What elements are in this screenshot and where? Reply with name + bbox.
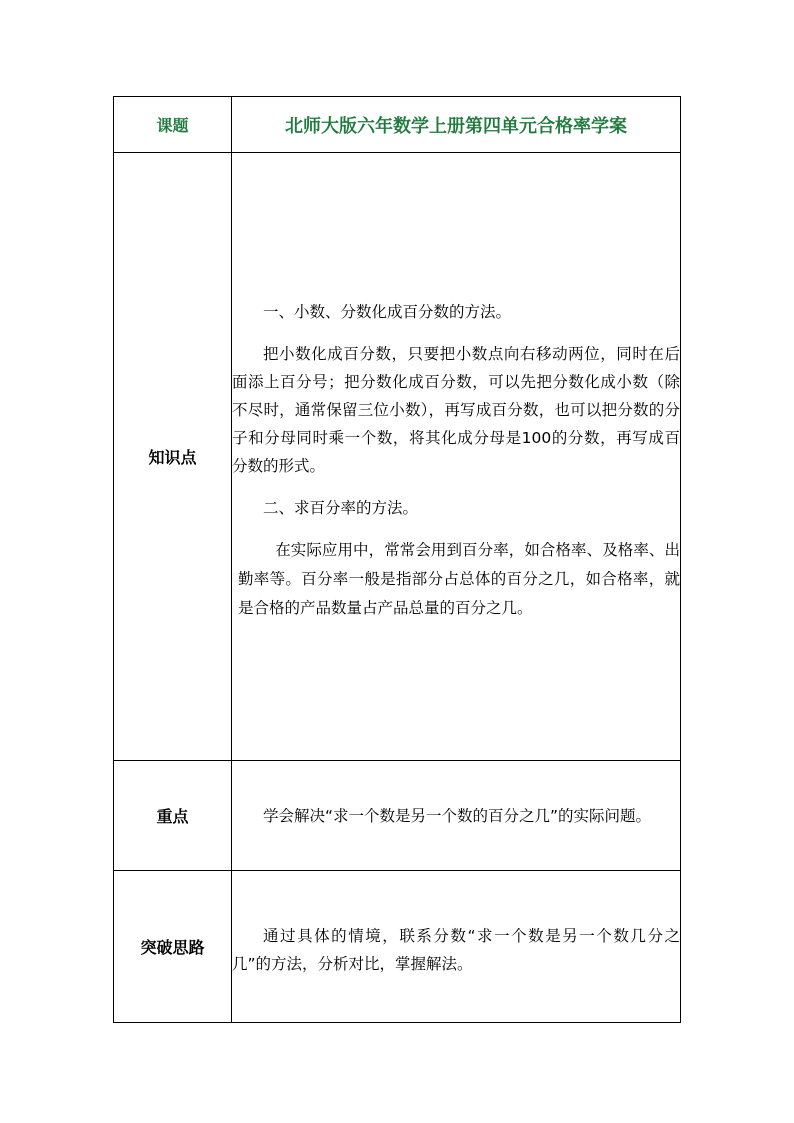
key-point-text: 学会解决“求一个数是另一个数的百分之几”的实际问题。 [263, 806, 652, 825]
knowledge-paragraph-1: 把小数化成百分数，只要把小数点向右移动两位，同时在后面添上百分号；把分数化成百分数，可以先把分数化成小数（除不尽时，通常保留三位小数），再写成百分数，也可以把分数的分子和分母同时乘一个数，将其化成分母是100的分数，再写成百分数的形式。 [232, 345, 680, 475]
approach-content [232, 871, 681, 1023]
topic-label: 课题 [114, 97, 232, 153]
knowledge-heading-1: 一、小数、分数化成百分数的方法。 [263, 303, 512, 321]
lesson-plan-table [113, 96, 681, 1023]
knowledge-label: 知识点 [114, 153, 232, 761]
title-row [114, 97, 681, 153]
knowledge-heading-2: 二、求百分率的方法。 [263, 499, 419, 517]
approach-text: 通过具体的情境，联系分数“求一个数是另一个数几分之几”的方法，分析对比，掌握解法。 [232, 926, 680, 973]
knowledge-paragraph-2: 在实际应用中，常常会用到百分率，如合格率、及格率、出勤率等。百分率一般是指部分占总体的百分之几，如合格率，就是合格的产品数量占产品总量的百分之几。 [238, 541, 680, 617]
knowledge-row [114, 153, 681, 761]
lesson-title: 北师大版六年数学上册第四单元合格率学案 [232, 97, 681, 153]
approach-row [114, 871, 681, 1023]
key-point-row [114, 761, 681, 871]
approach-label: 突破思路 [114, 871, 232, 1023]
key-point-content [232, 761, 681, 871]
knowledge-content [232, 153, 681, 761]
key-point-label: 重点 [114, 761, 232, 871]
